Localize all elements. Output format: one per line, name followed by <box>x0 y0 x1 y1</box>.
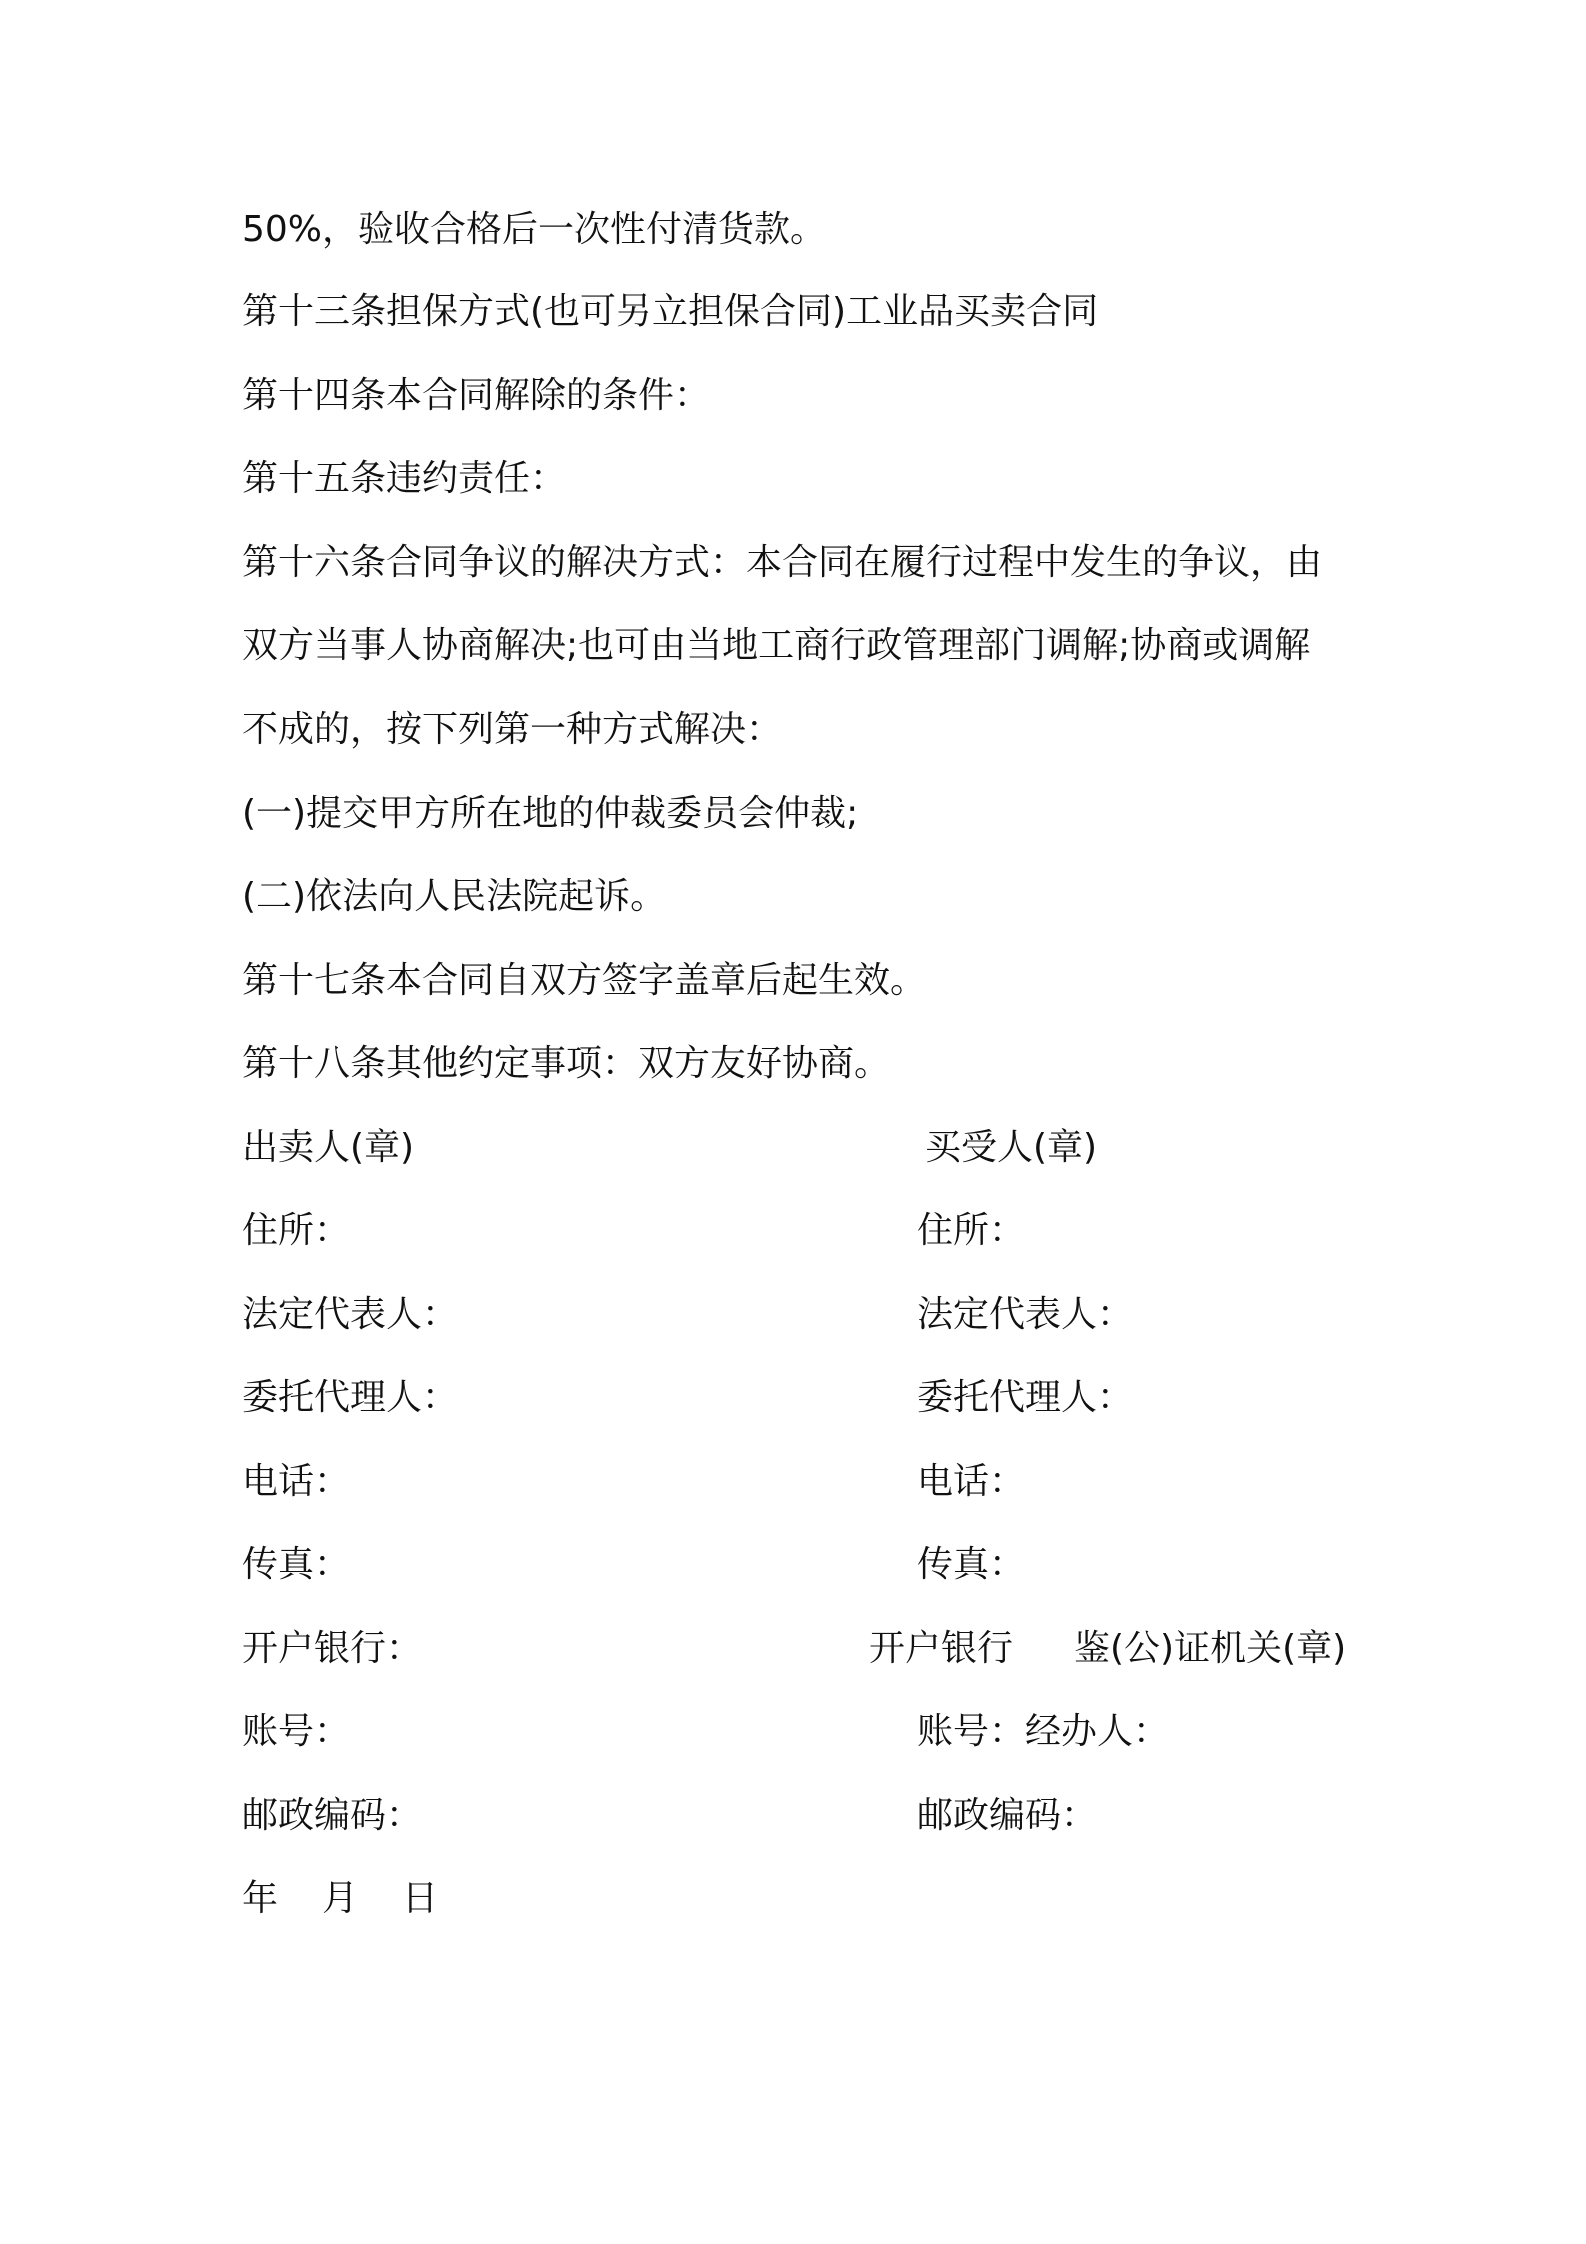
buyer-address-label: 住所： <box>917 1210 1026 1251</box>
paragraph-article-15: 第十五条违约责任： <box>242 458 567 499</box>
seller-account-label: 账号： <box>242 1711 351 1752</box>
seller-legal-rep-label: 法定代表人： <box>242 1294 459 1335</box>
paragraph-article-17: 第十七条本合同自双方签字盖章后起生效。 <box>242 960 927 1001</box>
paragraph-article-16-line1: 第十六条合同争议的解决方式：本合同在履行过程中发生的争议，由 <box>242 542 1323 583</box>
paragraph-article-16-line3: 不成的，按下列第一种方式解决： <box>242 709 783 750</box>
buyer-postal-label: 邮政编码： <box>917 1795 1098 1836</box>
paragraph-article-16-line2: 双方当事人协商解决;也可由当地工商行政管理部门调解;协商或调解 <box>242 625 1311 666</box>
date-month-label: 月 <box>322 1878 359 1919</box>
seller-title: 出卖人(章) <box>242 1127 415 1168</box>
seller-bank-label: 开户银行： <box>242 1628 423 1669</box>
buyer-fax-label: 传真： <box>917 1544 1026 1585</box>
notary-office-label: 鉴(公)证机关(章) <box>1074 1628 1347 1669</box>
seller-phone-label: 电话： <box>242 1461 351 1502</box>
buyer-legal-rep-label: 法定代表人： <box>917 1294 1134 1335</box>
date-line <box>242 1875 482 1923</box>
buyer-phone-label: 电话： <box>917 1461 1026 1502</box>
seller-fax-label: 传真： <box>242 1544 351 1585</box>
paragraph-article-14: 第十四条本合同解除的条件： <box>242 375 711 416</box>
buyer-agent-label: 委托代理人： <box>917 1377 1134 1418</box>
paragraph-payment: 50%，验收合格后一次性付清货款。 <box>242 209 827 250</box>
seller-address-label: 住所： <box>242 1210 351 1251</box>
paragraph-option-2: (二)依法向人民法院起诉。 <box>242 876 667 917</box>
buyer-title: 买受人(章) <box>925 1127 1098 1168</box>
paragraph-article-18: 第十八条其他约定事项：双方友好协商。 <box>242 1043 891 1084</box>
buyer-bank-label: 开户银行 <box>869 1628 1014 1669</box>
seller-agent-label: 委托代理人： <box>242 1377 459 1418</box>
seller-postal-label: 邮政编码： <box>242 1795 423 1836</box>
buyer-account-handler-label: 账号：经办人： <box>917 1711 1170 1752</box>
paragraph-article-13: 第十三条担保方式(也可另立担保合同)工业品买卖合同 <box>242 291 1099 332</box>
date-year-label: 年 <box>242 1878 279 1919</box>
date-day-label: 日 <box>402 1878 439 1919</box>
paragraph-option-1: (一)提交甲方所在地的仲裁委员会仲裁; <box>242 793 859 834</box>
